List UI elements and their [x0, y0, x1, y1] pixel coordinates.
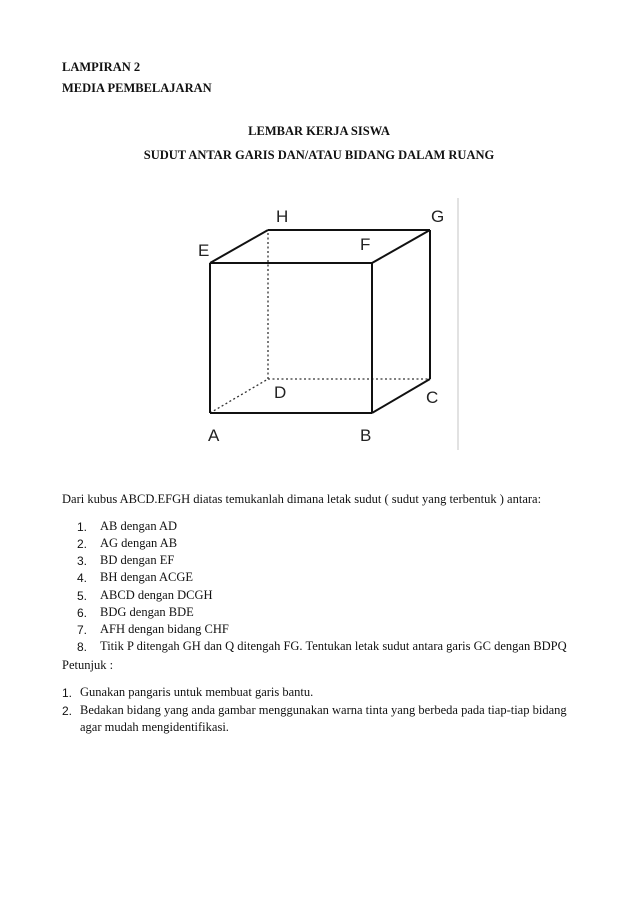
vertex-label-H: H	[276, 207, 289, 226]
vertex-label-D: D	[274, 383, 287, 402]
list-number: 1.	[62, 686, 73, 700]
list-number: 6.	[77, 606, 88, 620]
list-number: 2.	[77, 537, 88, 551]
vertex-label-G: G	[431, 207, 445, 226]
list-text: ABCD dengan DCGH	[100, 588, 213, 602]
list-number: 4.	[77, 571, 88, 585]
edge-CB	[372, 379, 430, 413]
list-number: 3.	[77, 554, 88, 568]
list-text: BDG dengan BDE	[100, 605, 194, 619]
vertex-label-E: E	[198, 241, 210, 260]
vertex-label-C: C	[426, 388, 439, 407]
list-text: BD dengan EF	[100, 553, 175, 567]
vertex-label-A: A	[208, 426, 220, 445]
list-text: AG dengan AB	[100, 536, 178, 550]
media-label: MEDIA PEMBELAJARAN	[62, 81, 212, 95]
list-text: AFH dengan bidang CHF	[100, 622, 229, 636]
list-number: 7.	[77, 623, 88, 637]
list-text: BH dengan ACGE	[100, 570, 194, 584]
list-number: 8.	[77, 640, 88, 654]
hint-continuation: agar mudah mengidentifikasi.	[80, 720, 229, 734]
list-text: Gunakan pangaris untuk membuat garis bantu.	[80, 685, 314, 699]
edge-GF	[372, 230, 430, 263]
list-number: 5.	[77, 589, 88, 603]
appendix-label: LAMPIRAN 2	[62, 60, 141, 74]
edge-EH	[210, 230, 268, 263]
hint-label: Petunjuk :	[62, 658, 114, 672]
worksheet-subtitle: SUDUT ANTAR GARIS DAN/ATAU BIDANG DALAM RUANG	[143, 148, 495, 162]
cube-figure	[190, 198, 465, 453]
list-number: 1.	[77, 520, 88, 534]
list-text: Bedakan bidang yang anda gambar menggunakan warna tinta yang berbeda pada tiap-tiap bidang	[80, 703, 567, 717]
list-text: AB dengan AD	[100, 519, 178, 533]
edge-AD	[210, 379, 268, 413]
vertex-label-F: F	[360, 235, 371, 254]
list-number: 2.	[62, 704, 73, 718]
vertex-label-B: B	[360, 426, 372, 445]
list-text: Titik P ditengah GH dan Q ditengah FG. Tentukan letak sudut antara garis GC dengan BDPQ	[100, 639, 567, 653]
intro-text: Dari kubus ABCD.EFGH diatas temukanlah dimana letak sudut ( sudut yang terbentuk ) antara:	[62, 492, 542, 506]
worksheet-title: LEMBAR KERJA SISWA	[248, 124, 390, 138]
